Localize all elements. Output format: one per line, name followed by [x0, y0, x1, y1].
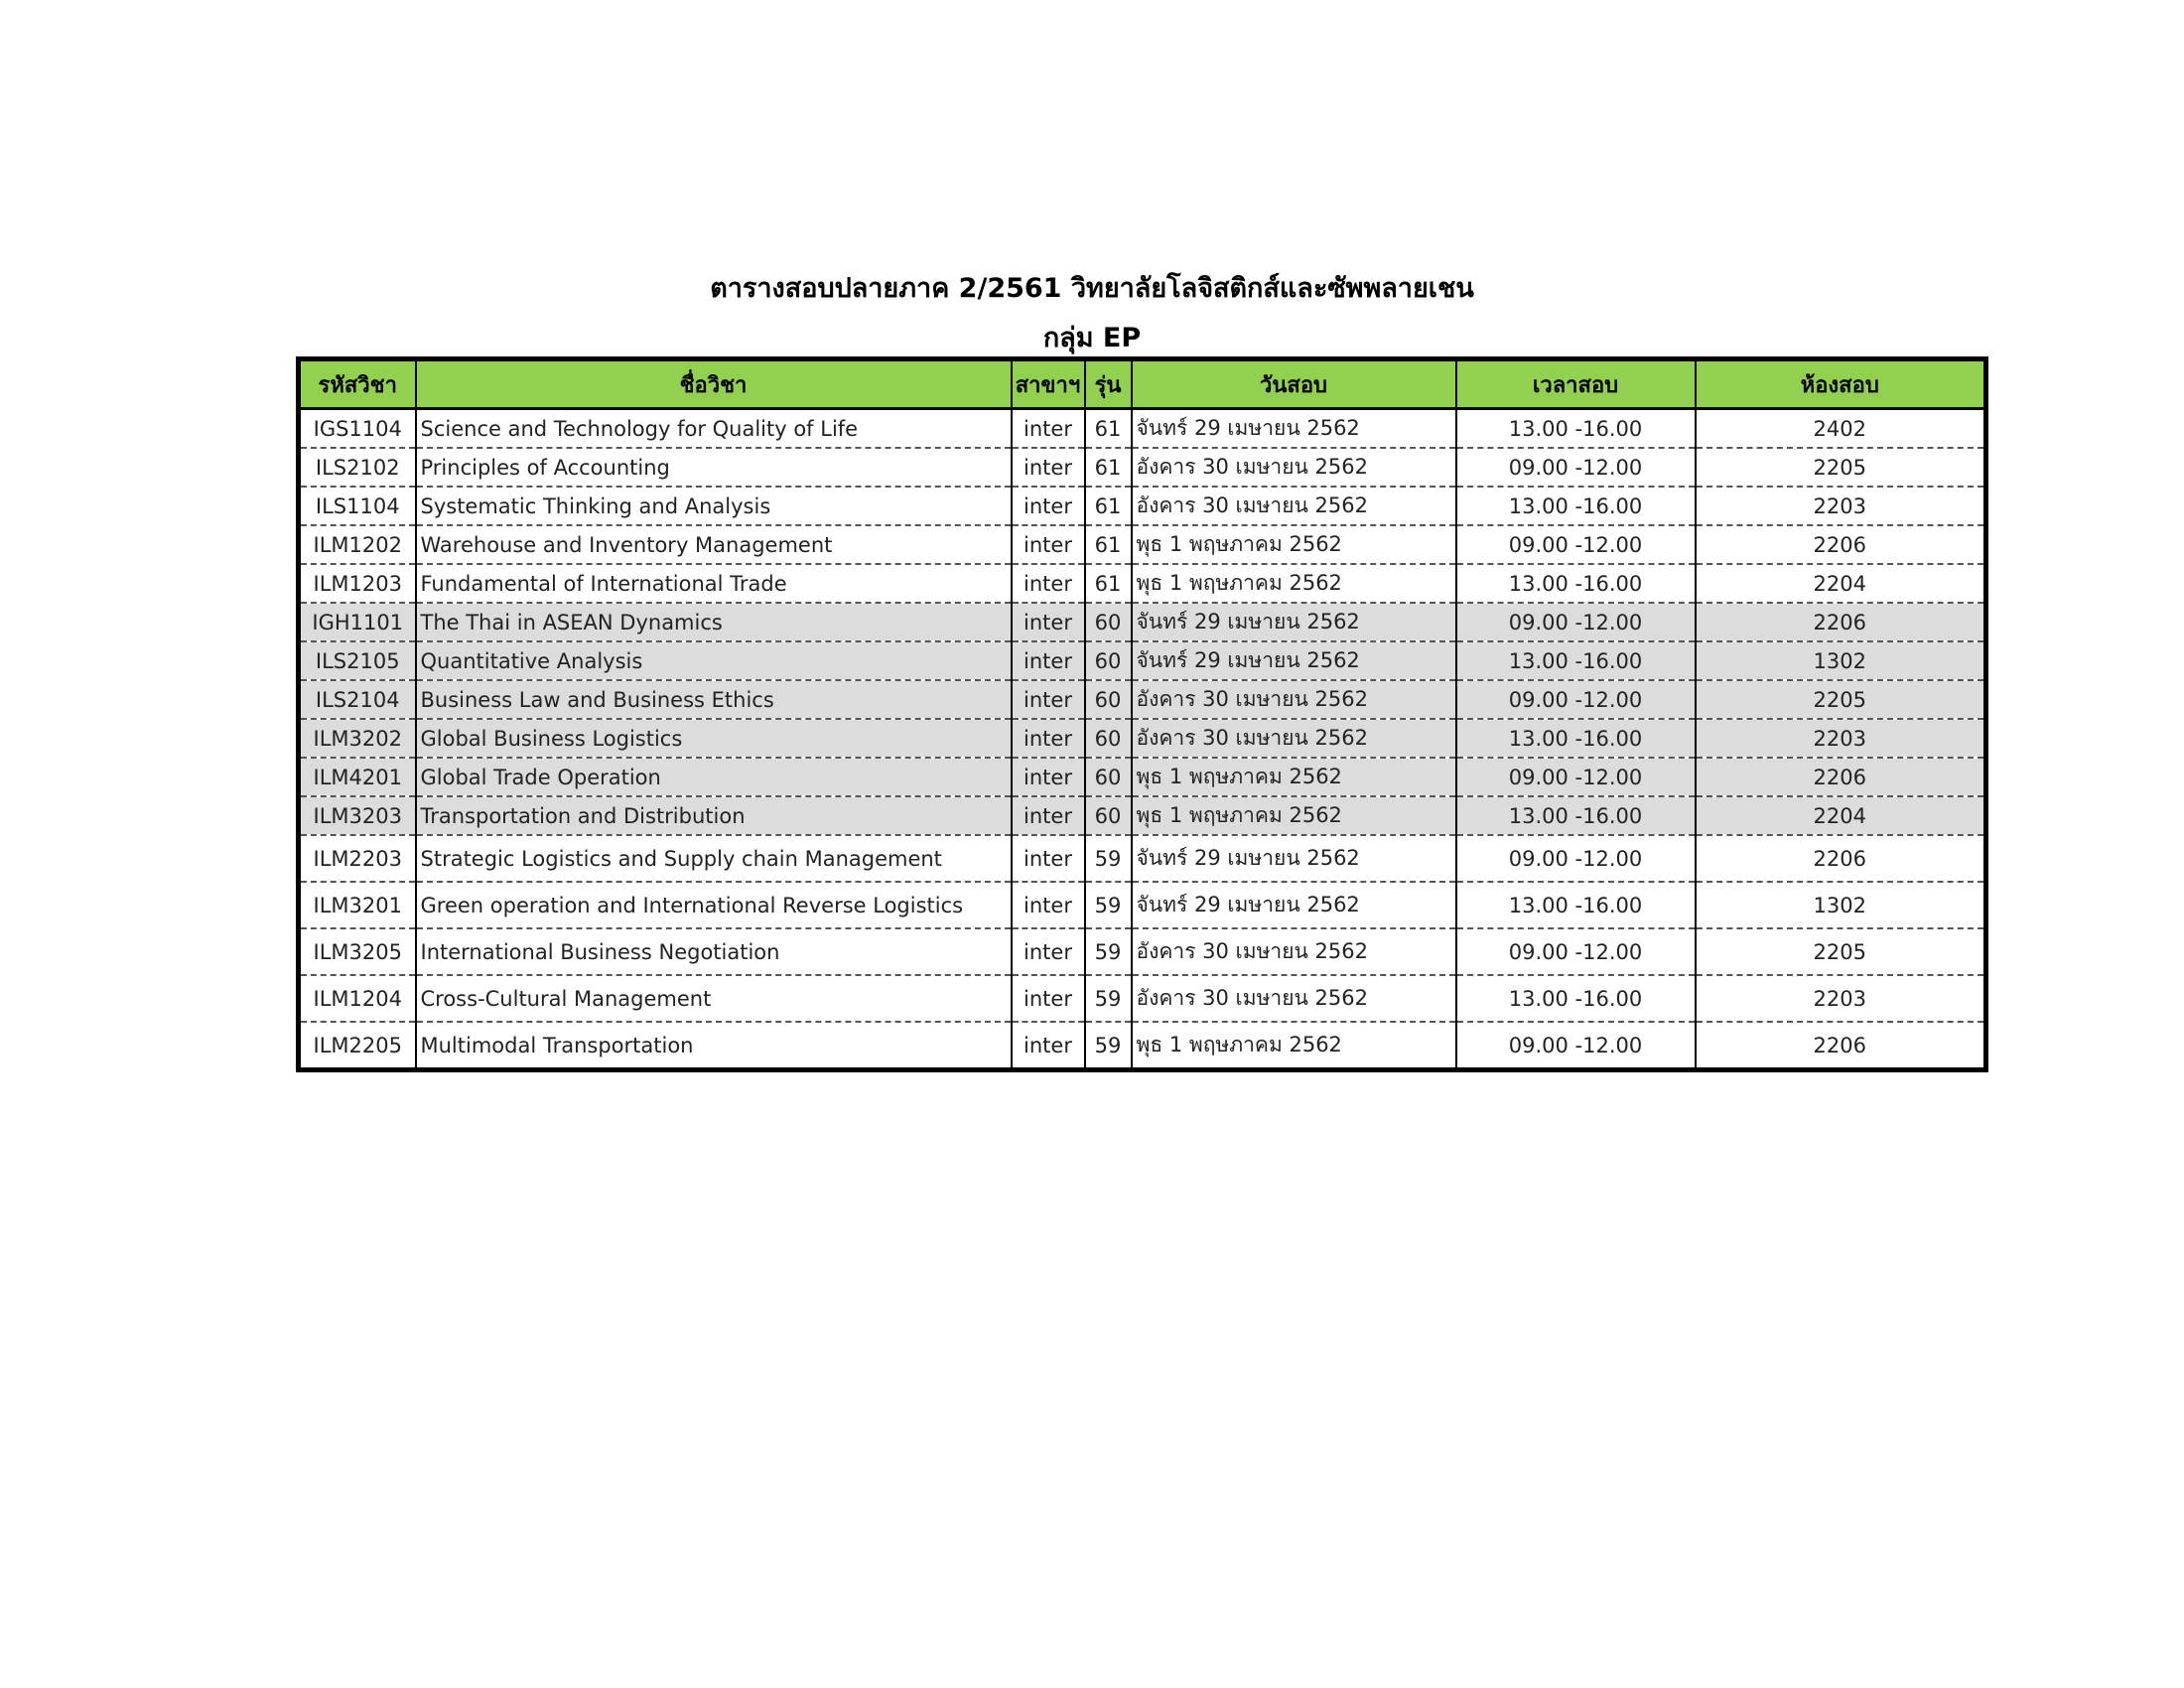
major: inter — [1012, 758, 1085, 796]
course-name: Global Business Logistics — [416, 719, 1012, 758]
batch: 59 — [1085, 928, 1132, 975]
major: inter — [1012, 975, 1085, 1022]
exam-room: 2206 — [1696, 525, 1986, 564]
table-row — [299, 758, 1986, 796]
course-name: Multimodal Transportation — [416, 1022, 1012, 1070]
exam-schedule-table — [296, 356, 1988, 1072]
exam-room: 2402 — [1696, 409, 1986, 449]
course-name: Warehouse and Inventory Management — [416, 525, 1012, 564]
major: inter — [1012, 564, 1085, 603]
major: inter — [1012, 719, 1085, 758]
course-code: ILM1202 — [299, 525, 416, 564]
course-name: Business Law and Business Ethics — [416, 680, 1012, 719]
exam-date: จันทร์ 29 เมษายน 2562 — [1132, 882, 1456, 928]
course-name: Strategic Logistics and Supply chain Management — [416, 835, 1012, 882]
exam-room: 2205 — [1696, 448, 1986, 487]
course-name: Principles of Accounting — [416, 448, 1012, 487]
exam-room: 2206 — [1696, 1022, 1986, 1070]
exam-room: 1302 — [1696, 882, 1986, 928]
exam-room: 1302 — [1696, 641, 1986, 680]
batch: 60 — [1085, 603, 1132, 641]
table-row — [299, 641, 1986, 680]
exam-room: 2205 — [1696, 680, 1986, 719]
exam-time: 09.00 -12.00 — [1456, 758, 1696, 796]
course-name: Green operation and International Reverse Logistics — [416, 882, 1012, 928]
exam-room: 2205 — [1696, 928, 1986, 975]
table-row — [299, 564, 1986, 603]
course-name: The Thai in ASEAN Dynamics — [416, 603, 1012, 641]
exam-date: อังคาร 30 เมษายน 2562 — [1132, 719, 1456, 758]
exam-date: พุธ 1 พฤษภาคม 2562 — [1132, 796, 1456, 835]
major: inter — [1012, 487, 1085, 525]
table-row — [299, 796, 1986, 835]
exam-date: จันทร์ 29 เมษายน 2562 — [1132, 641, 1456, 680]
batch: 60 — [1085, 680, 1132, 719]
course-code: IGS1104 — [299, 409, 416, 449]
exam-time: 13.00 -16.00 — [1456, 796, 1696, 835]
table-row — [299, 448, 1986, 487]
course-code: ILS2105 — [299, 641, 416, 680]
batch: 60 — [1085, 796, 1132, 835]
major: inter — [1012, 409, 1085, 449]
table-row — [299, 928, 1986, 975]
batch: 61 — [1085, 525, 1132, 564]
course-code: ILM4201 — [299, 758, 416, 796]
course-code: ILM1204 — [299, 975, 416, 1022]
exam-date: จันทร์ 29 เมษายน 2562 — [1132, 835, 1456, 882]
table-row — [299, 835, 1986, 882]
course-name: International Business Negotiation — [416, 928, 1012, 975]
major: inter — [1012, 641, 1085, 680]
batch: 60 — [1085, 758, 1132, 796]
major: inter — [1012, 603, 1085, 641]
course-code: ILM3201 — [299, 882, 416, 928]
batch: 60 — [1085, 719, 1132, 758]
exam-room: 2204 — [1696, 564, 1986, 603]
table-row — [299, 603, 1986, 641]
major: inter — [1012, 680, 1085, 719]
column-header-date: วันสอบ — [1132, 359, 1456, 409]
batch: 60 — [1085, 641, 1132, 680]
exam-time: 13.00 -16.00 — [1456, 641, 1696, 680]
course-code: ILM3203 — [299, 796, 416, 835]
page-subtitle: กลุ่ม EP — [1042, 323, 1142, 353]
column-header-batch: รุ่น — [1085, 359, 1132, 409]
table-row — [299, 487, 1986, 525]
course-code: ILM3205 — [299, 928, 416, 975]
major: inter — [1012, 1022, 1085, 1070]
column-header-time: เวลาสอบ — [1456, 359, 1696, 409]
exam-date: พุธ 1 พฤษภาคม 2562 — [1132, 1022, 1456, 1070]
page-title: ตารางสอบปลายภาค 2/2561 วิทยาลัยโลจิสติกส์และซัพพลายเชน — [710, 273, 1474, 304]
exam-room: 2204 — [1696, 796, 1986, 835]
table-row — [299, 680, 1986, 719]
course-name: Transportation and Distribution — [416, 796, 1012, 835]
table-row — [299, 1022, 1986, 1070]
exam-time: 13.00 -16.00 — [1456, 975, 1696, 1022]
course-code: ILM2203 — [299, 835, 416, 882]
course-name: Fundamental of International Trade — [416, 564, 1012, 603]
course-name: Quantitative Analysis — [416, 641, 1012, 680]
exam-date: จันทร์ 29 เมษายน 2562 — [1132, 409, 1456, 449]
exam-time: 09.00 -12.00 — [1456, 603, 1696, 641]
exam-date: พุธ 1 พฤษภาคม 2562 — [1132, 758, 1456, 796]
exam-time: 09.00 -12.00 — [1456, 525, 1696, 564]
course-name: Cross-Cultural Management — [416, 975, 1012, 1022]
exam-date: พุธ 1 พฤษภาคม 2562 — [1132, 564, 1456, 603]
exam-date: อังคาร 30 เมษายน 2562 — [1132, 487, 1456, 525]
batch: 59 — [1085, 1022, 1132, 1070]
course-code: ILM1203 — [299, 564, 416, 603]
batch: 61 — [1085, 564, 1132, 603]
batch: 59 — [1085, 975, 1132, 1022]
column-header-room: ห้องสอบ — [1696, 359, 1986, 409]
major: inter — [1012, 928, 1085, 975]
exam-date: อังคาร 30 เมษายน 2562 — [1132, 975, 1456, 1022]
table-row — [299, 525, 1986, 564]
exam-time: 09.00 -12.00 — [1456, 448, 1696, 487]
major: inter — [1012, 882, 1085, 928]
exam-room: 2203 — [1696, 975, 1986, 1022]
course-code: ILS1104 — [299, 487, 416, 525]
exam-date: พุธ 1 พฤษภาคม 2562 — [1132, 525, 1456, 564]
course-name: Science and Technology for Quality of Life — [416, 409, 1012, 449]
batch: 61 — [1085, 487, 1132, 525]
course-code: ILM3202 — [299, 719, 416, 758]
column-header-code: รหัสวิชา — [299, 359, 416, 409]
course-code: ILM2205 — [313, 1033, 402, 1057]
major: inter — [1012, 796, 1085, 835]
batch: 61 — [1085, 409, 1132, 449]
exam-room: 2206 — [1696, 835, 1986, 882]
major: inter — [1012, 448, 1085, 487]
exam-time: 09.00 -12.00 — [1456, 1022, 1696, 1070]
table-row — [299, 719, 1986, 758]
exam-time: 09.00 -12.00 — [1456, 928, 1696, 975]
batch: 59 — [1085, 882, 1132, 928]
course-code: ILS2102 — [299, 448, 416, 487]
course-code: IGH1101 — [299, 603, 416, 641]
major: inter — [1012, 835, 1085, 882]
exam-time: 13.00 -16.00 — [1456, 487, 1696, 525]
exam-time: 13.00 -16.00 — [1456, 882, 1696, 928]
exam-date: อังคาร 30 เมษายน 2562 — [1132, 680, 1456, 719]
exam-time: 09.00 -12.00 — [1456, 835, 1696, 882]
exam-date: อังคาร 30 เมษายน 2562 — [1132, 928, 1456, 975]
batch: 61 — [1085, 448, 1132, 487]
exam-date: จันทร์ 29 เมษายน 2562 — [1132, 603, 1456, 641]
exam-time: 13.00 -16.00 — [1456, 409, 1696, 449]
exam-time: 09.00 -12.00 — [1456, 680, 1696, 719]
table-header-row — [299, 359, 1986, 409]
exam-time: 13.00 -16.00 — [1456, 564, 1696, 603]
major: inter — [1012, 525, 1085, 564]
exam-room: 2203 — [1696, 487, 1986, 525]
exam-room: 2206 — [1696, 758, 1986, 796]
exam-room: 2206 — [1696, 603, 1986, 641]
batch: 59 — [1085, 835, 1132, 882]
course-name: Global Trade Operation — [416, 758, 1012, 796]
exam-room: 2203 — [1696, 719, 1986, 758]
table-row — [299, 975, 1986, 1022]
exam-date: อังคาร 30 เมษายน 2562 — [1132, 448, 1456, 487]
exam-time: 13.00 -16.00 — [1456, 719, 1696, 758]
column-header-name: ชื่อวิชา — [416, 359, 1012, 409]
table-row — [299, 882, 1986, 928]
table-row — [299, 409, 1986, 449]
course-name: Systematic Thinking and Analysis — [416, 487, 1012, 525]
course-code: ILS2104 — [299, 680, 416, 719]
column-header-major: สาขาฯ — [1012, 359, 1085, 409]
